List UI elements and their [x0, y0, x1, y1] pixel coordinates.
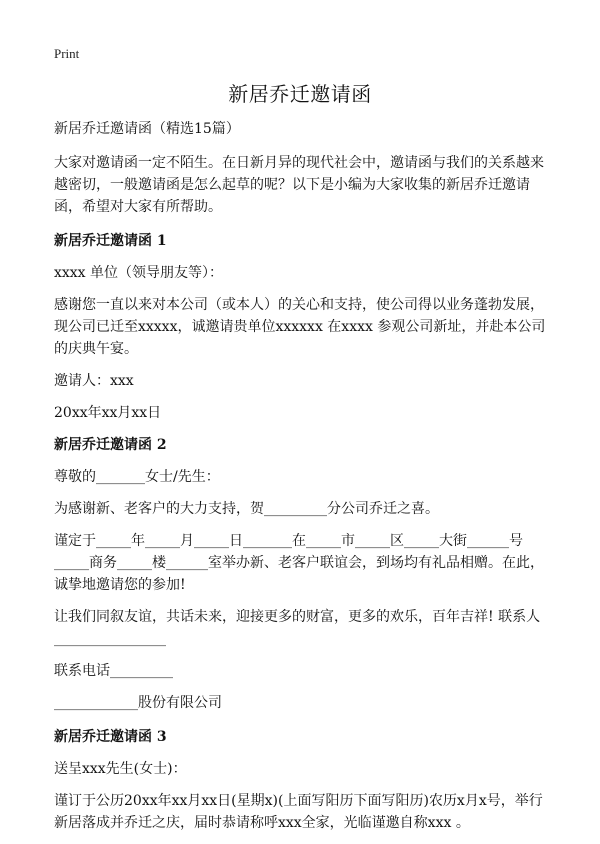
document-subtitle: 新居乔迁邀请函（精选15篇）: [54, 121, 240, 137]
intro-paragraph: 大家对邀请函一定不陌生。在日新月异的现代社会中，邀请函与我们的关系越来越密切，一般邀请函是怎么起草的呢？以下是小编为大家收集的新居乔迁邀请函，希望对大家有所帮助。: [54, 155, 544, 215]
section-1-heading: 新居乔迁邀请函 1: [54, 233, 167, 249]
page-title: 新居乔迁邀请函: [228, 82, 372, 106]
section-2-details: 谨定于_____年_____月_____日_______在_____市_____区_____大街______号_____商务_____楼______室举办新、老客户联谊会，到场均有礼品相赠。在此，诚挚地邀请您的参加!: [54, 533, 544, 593]
section-2-company: ____________股份有限公司: [54, 695, 222, 711]
section-2-heading: 新居乔迁邀请函 2: [54, 437, 167, 453]
section-2-phone: 联系电话_________: [54, 663, 173, 679]
section-2-thanks: 为感谢新、老客户的大力支持，贺_________分公司乔迁之喜。: [54, 501, 439, 517]
section-1-inviter: 邀请人：xxx: [54, 373, 134, 389]
document-body: [54, 118, 550, 844]
section-3-salutation: 送呈xxx先生(女士)：: [54, 761, 187, 777]
section-2-closing: 让我们同叙友谊，共话未来，迎接更多的财富，更多的欢乐，百年吉祥! 联系人________________: [54, 609, 541, 647]
section-1-body: 感谢您一直以来对本公司（或本人）的关心和支持，使公司得以业务蓬勃发展，现公司已迁至xxxxx，诚邀请贵单位xxxxxx 在xxxx 参观公司新址，并赴本公司的庆典午宴。: [54, 297, 546, 357]
section-2-salutation: 尊敬的_______女士/先生：: [54, 469, 220, 485]
print-link[interactable]: Print: [54, 46, 80, 61]
section-3-heading: 新居乔迁邀请函 3: [54, 729, 167, 745]
section-3-body: 谨订于公历20xx年xx月xx日(星期x)(上面写阳历下面写阳历)农历x月x号，举行新居落成并乔迁之庆，届时恭请称呼xxx全家，光临谨邀自称xxx 。: [54, 793, 543, 831]
section-1-date: 20xx年xx月xx日: [54, 405, 162, 421]
section-1-salutation: xxxx 单位（领导朋友等）：: [54, 265, 224, 281]
